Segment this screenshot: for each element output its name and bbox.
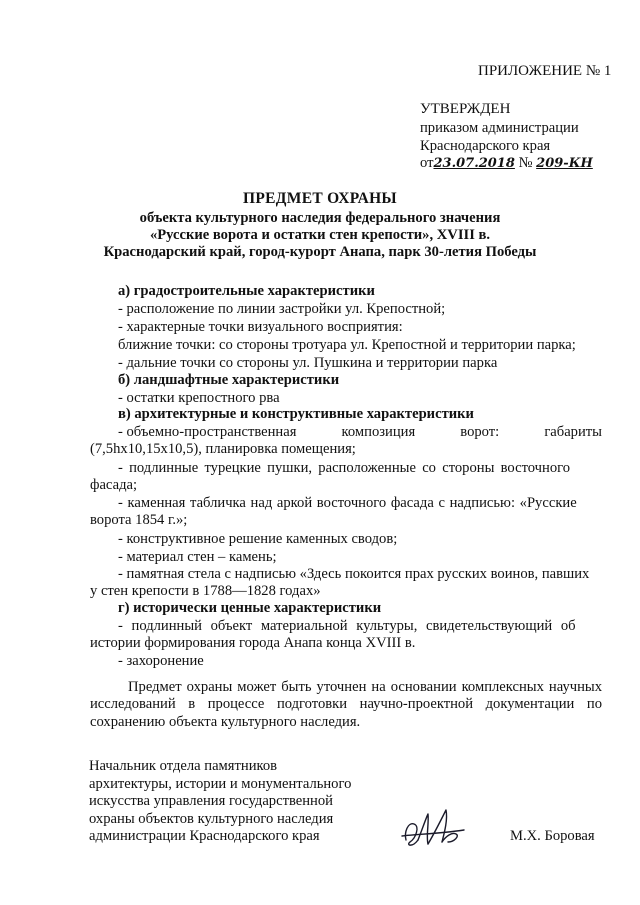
list-item: - дальние точки со стороны ул. Пушкина и территории парка — [118, 355, 498, 371]
list-item: фасада; — [90, 477, 138, 493]
approval-date-line — [420, 155, 593, 172]
word: ворот: — [460, 424, 500, 440]
justified-line — [118, 424, 602, 441]
word: - объемно-пространственная — [118, 424, 297, 440]
handwritten-signature — [398, 800, 472, 856]
document-title: ПРЕДМЕТ ОХРАНЫ — [243, 190, 397, 207]
signatory-title-line: архитектуры, истории и монументального — [89, 776, 352, 792]
subtitle-line-3: Краснодарский край, город-курорт Анапа, парк 30-летия Победы — [103, 244, 537, 260]
section-g-heading: г) исторически ценные характеристики — [118, 600, 382, 616]
list-item: ворота 1854 г.»; — [90, 512, 188, 528]
word: композиция — [341, 424, 416, 440]
handwritten-date: 23.07.2018 — [433, 156, 515, 171]
list-item: - подлинные турецкие пушки, расположенные со стороны восточного — [118, 460, 571, 476]
signatory-title-line: охраны объектов культурного наследия — [89, 811, 334, 827]
handwritten-number: 209-КН — [536, 156, 593, 171]
list-item: - остатки крепостного рва — [118, 390, 280, 406]
list-item: истории формирования города Анапа конца XVIII в. — [90, 635, 416, 651]
approved-by-line: приказом администрации — [420, 120, 579, 136]
appendix-label: ПРИЛОЖЕНИЕ № 1 — [478, 63, 612, 79]
list-item: - расположение по линии застройки ул. Крепостной; — [118, 301, 446, 317]
number-prefix: № — [518, 155, 533, 171]
approved-region-line: Краснодарского края — [420, 138, 551, 154]
list-item: - памятная стела с надписью «Здесь покоится прах русских воинов, павших — [118, 566, 590, 582]
subtitle-line-2: «Русские ворота и остатки стен крепости», XVIII в. — [149, 227, 491, 243]
list-item: - материал стен – камень; — [118, 549, 277, 565]
section-a-heading: а) градостроительные характеристики — [118, 283, 375, 299]
signatory-name: М.Х. Боровая — [510, 828, 595, 844]
approved-label: УТВЕРЖДЕН — [420, 101, 511, 117]
date-prefix: от — [420, 155, 434, 171]
note-paragraph: Предмет охраны может быть уточнен на основании комплексных научных исследований в процессе подготовки научно-проектной документации по сохранению объекта культурного наследия. — [90, 679, 602, 730]
word: габариты — [544, 424, 602, 440]
section-v-heading: в) архитектурные и конструктивные характеристики — [118, 406, 474, 422]
list-item: (7,5hх10,15х10,5), планировка помещения; — [90, 441, 356, 457]
list-item: у стен крепости в 1788—1828 годах» — [90, 583, 321, 599]
list-item: - конструктивное решение каменных сводов; — [118, 531, 398, 547]
list-item: - каменная табличка над аркой восточного фасада с надписью: «Русские — [118, 495, 577, 511]
section-b-heading: б) ландшафтные характеристики — [118, 372, 340, 388]
list-item: - захоронение — [118, 653, 204, 669]
list-item: ближние точки: со стороны тротуара ул. Крепостной и территории парка; — [118, 337, 576, 353]
signatory-title-line: искусства управления государственной — [89, 793, 333, 809]
signatory-title-line: администрации Краснодарского края — [89, 828, 320, 844]
list-item: - подлинный объект материальной культуры, свидетельствующий об — [118, 618, 576, 634]
subtitle-line-1: объекта культурного наследия федерального значения — [139, 210, 501, 226]
signatory-title-line: Начальник отдела памятников — [89, 758, 278, 774]
list-item: - характерные точки визуального восприятия: — [118, 319, 403, 335]
